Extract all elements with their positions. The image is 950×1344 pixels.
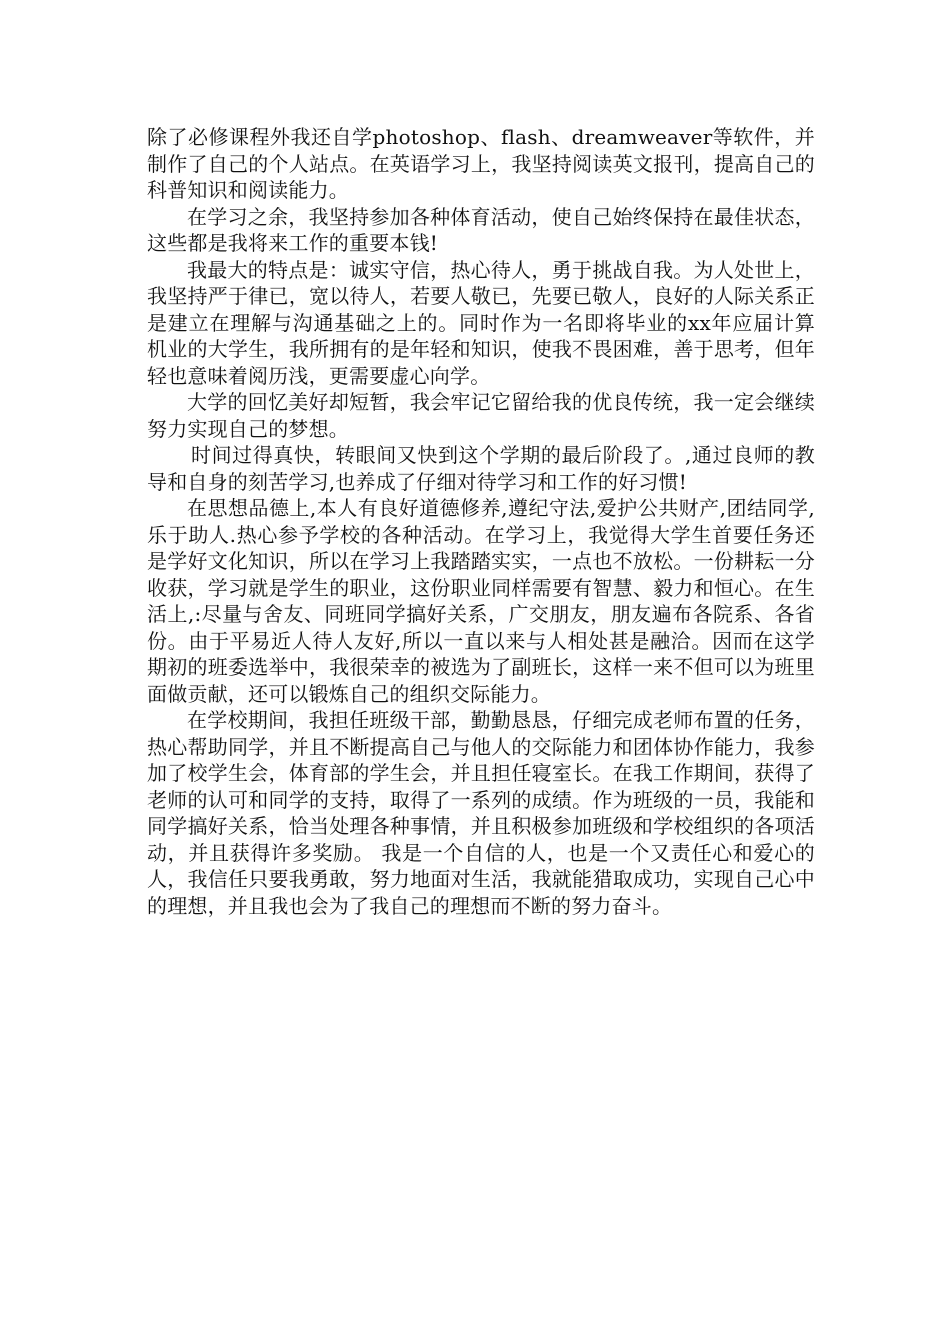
paragraph: 在学习之余，我坚持参加各种体育活动，使自己始终保持在最佳状态，这些都是我将来工作的重要本钱! [147,204,815,255]
paragraph: 除了必修课程外我还自学photoshop、flash、dreamweaver等软件，并制作了自己的个人站点。在英语学习上，我坚持阅读英文报刊，提高自己的科普知识和阅读能力。 [147,125,815,202]
paragraph: 在学校期间，我担任班级干部，勤勤恳恳，仔细完成老师布置的任务，热心帮助同学，并且不断提高自己与他人的交际能力和团体协作能力，我参加了校学生会，体育部的学生会，并且担任寝室长。在我工作期间，获得了老师的认可和同学的支持，取得了一系列的成绩。作为班级的一员，我能和同学搞好关系，恰当处理各种事情，并且积极参加班级和学校组织的各项活动，并且获得许多奖励。 我是一个自信的人，也是一个又责任心和爱心的人，我信任只要我勇敢，努力地面对生活，我就能猎取成功，实现自己心中的理想，并且我也会为了我自己的理想而不断的努力奋斗。 [147,708,815,918]
paragraph: 我最大的特点是：诚实守信，热心待人，勇于挑战自我。为人处世上，我坚持严于律已，宽以待人，若要人敬已，先要已敬人，良好的人际关系正是建立在理解与沟通基础之上的。同时作为一名即将毕业的xx年应届计算机业的大学生，我所拥有的是年轻和知识，使我不畏困难，善于思考，但年轻也意味着阅历浅，更需要虚心向学。 [147,257,815,388]
paragraph: 大学的回忆美好却短暂，我会牢记它留给我的优良传统，我一定会继续努力实现自己的梦想。 [147,390,815,441]
paragraph: 时间过得真快，转眼间又快到这个学期的最后阶段了。,通过良师的教导和自身的刻苦学习,也养成了仔细对待学习和工作的好习惯! [147,443,815,494]
paragraph: 在思想品德上,本人有良好道德修养,遵纪守法,爱护公共财产,团结同学,乐于助人.热心参予学校的各种活动。在学习上，我觉得大学生首要任务还是学好文化知识，所以在学习上我踏踏实实，一点也不放松。一份耕耘一分收获，学习就是学生的职业，这份职业同样需要有智慧、毅力和恒心。在生活上,:尽量与舍友、同班同学搞好关系，广交朋友，朋友遍布各院系、各省份。由于平易近人待人友好,所以一直以来与人相处甚是融洽。因而在这学期初的班委选举中，我很荣幸的被选为了副班长，这样一来不但可以为班里面做贡献，还可以锻炼自己的组织交际能力。 [147,496,815,706]
document-body [147,124,815,919]
